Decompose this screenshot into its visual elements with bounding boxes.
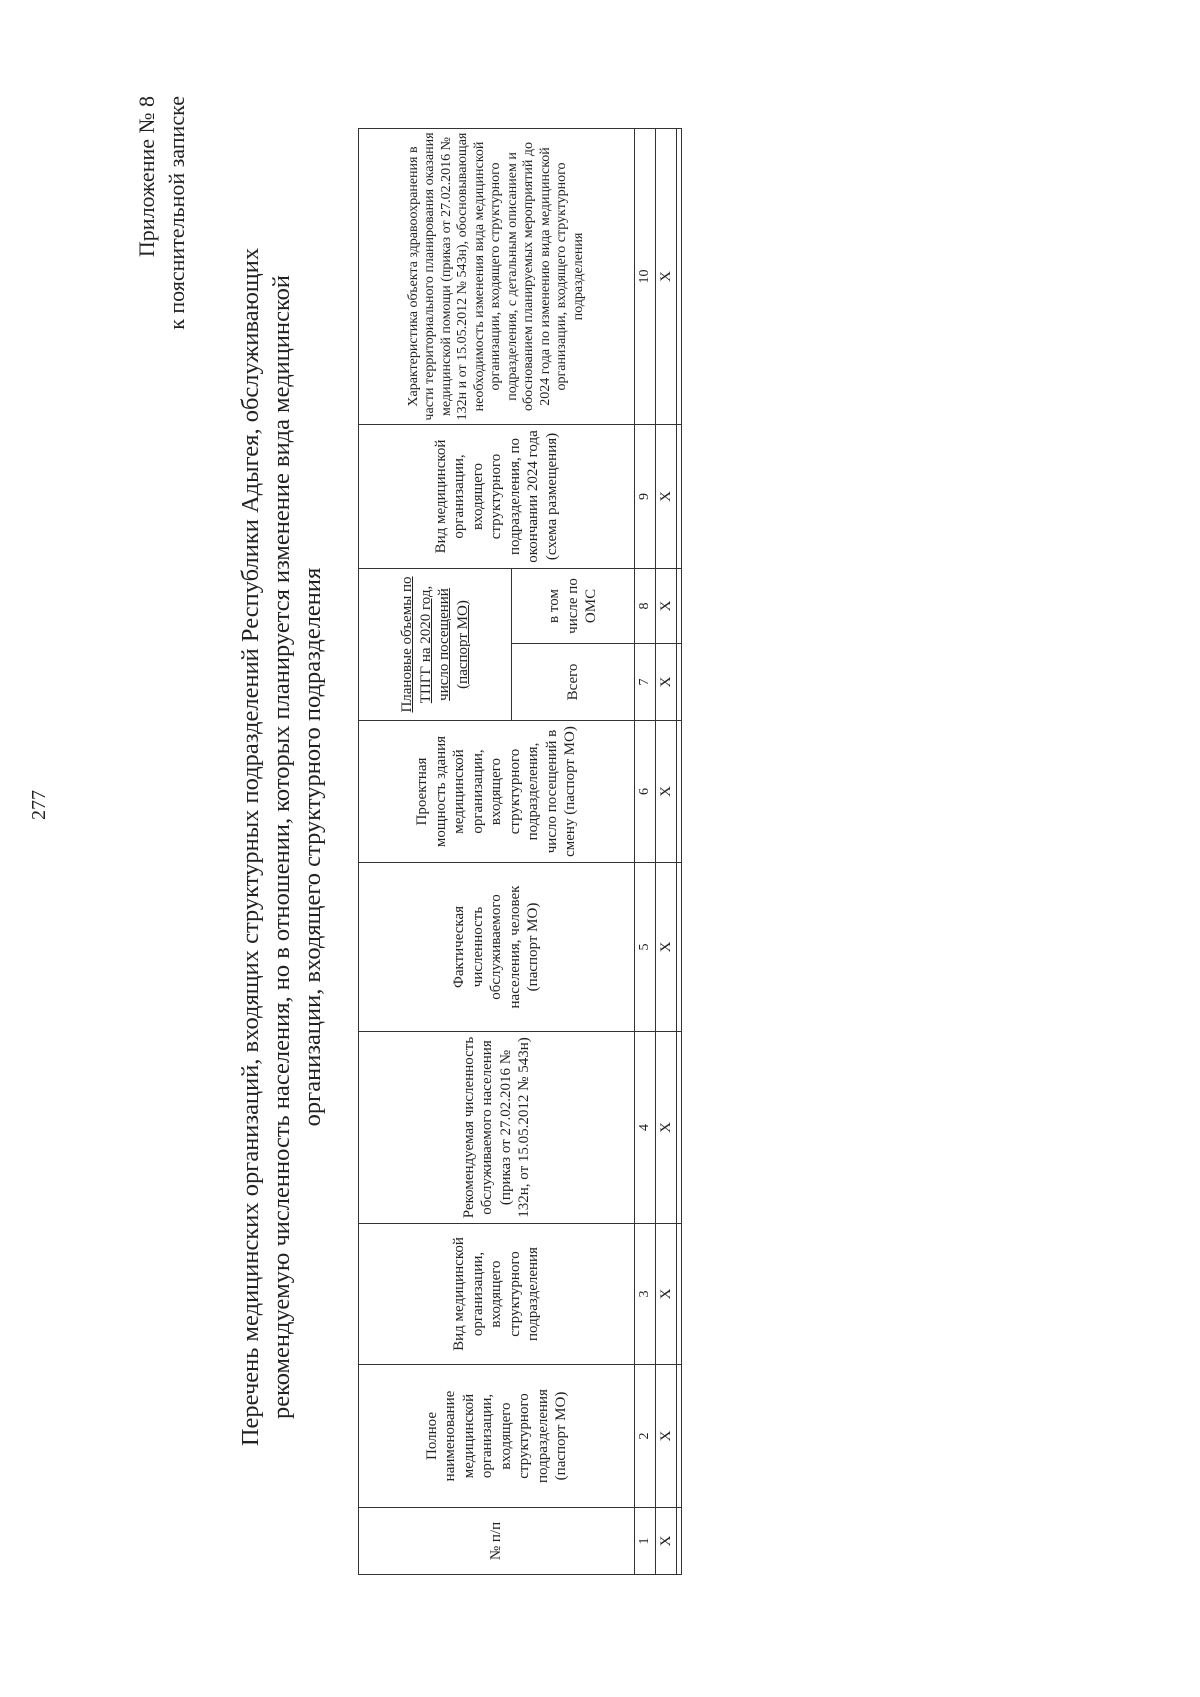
appendix-label bbox=[132, 96, 192, 330]
table-cell: X bbox=[656, 128, 677, 424]
header-planned-volumes bbox=[359, 568, 512, 720]
header-org-type-2024: Вид медицинской организации, входящего структурного подразделения, по окончании 2024 года (схема размещения) bbox=[359, 424, 635, 568]
column-number: 4 bbox=[635, 1032, 656, 1224]
table-empty-row bbox=[677, 128, 682, 1574]
table-cell: X bbox=[656, 721, 677, 863]
header-planned-volumes-text: Плановые объемы по ТПГГ на 2020 год, число посещений (паспорт МО) bbox=[399, 576, 471, 713]
table-cell: X bbox=[656, 1508, 677, 1575]
column-number: 1 bbox=[635, 1508, 656, 1575]
column-number: 6 bbox=[635, 721, 656, 863]
title-line-2: рекомендуемую численность населения, но в отношении, которых планируется изменение вида медицинской bbox=[268, 274, 295, 1420]
empty-cell bbox=[677, 721, 682, 863]
empty-cell bbox=[677, 1032, 682, 1224]
header-actual-population: Фактическая численность обслуживаемого населения, человек (паспорт МО) bbox=[359, 863, 635, 1032]
table-cell: X bbox=[656, 863, 677, 1032]
empty-cell bbox=[677, 1224, 682, 1365]
header-full-name: Полное наименование медицинской организации, входящего структурного подразделения (паспорт МО) bbox=[359, 1365, 635, 1508]
title-line-3: организации, входящего структурного подразделения bbox=[299, 567, 326, 1127]
title-line-1: Перечень медицинских организаций, входящих структурных подразделений Республики Адыгея, обслуживающих bbox=[237, 247, 264, 1447]
document-title bbox=[235, 117, 328, 1577]
column-number: 7 bbox=[635, 644, 656, 721]
table-cell: X bbox=[656, 1224, 677, 1365]
header-characteristics: Характеристика объекта здравоохранения в части территориального планирования оказания медицинской помощи (приказ от 27.02.2016 № 132н и от 15.05.2012 № 543н), обосновывающая необходимость изменения вида медицинской организации, входящего структурного подразделения, с детальным описанием и обоснованием планируемых мероприятий до 2024 года по изменению вида медицинской организации, входящего структурного подразделения bbox=[359, 128, 635, 424]
table-row bbox=[656, 128, 677, 1574]
empty-cell bbox=[677, 128, 682, 424]
column-number: 3 bbox=[635, 1224, 656, 1365]
organizations-table bbox=[358, 128, 682, 1575]
table-cell: X bbox=[656, 1032, 677, 1224]
header-org-type: Вид медицинской организации, входящего структурного подразделения bbox=[359, 1224, 635, 1365]
header-design-capacity: Проектная мощность здания медицинской организации, входящего структурного подразделения, число посещений в смену (паспорт МО) bbox=[359, 721, 635, 863]
header-recommended-population: Рекомендуемая численность обслуживаемого населения (приказ от 27.02.2016 № 132н, от 15.05.2012 № 543н) bbox=[359, 1032, 635, 1224]
header-oms: в том числе по ОМС bbox=[512, 568, 635, 643]
empty-cell bbox=[677, 644, 682, 721]
header-number: № п/п bbox=[359, 1508, 635, 1575]
table-cell: X bbox=[656, 424, 677, 568]
empty-cell bbox=[677, 863, 682, 1032]
appendix-line-1: Приложение № 8 bbox=[134, 96, 159, 258]
empty-cell bbox=[677, 568, 682, 643]
column-number: 5 bbox=[635, 863, 656, 1032]
header-total: Всего bbox=[512, 644, 635, 721]
column-number: 2 bbox=[635, 1365, 656, 1508]
empty-cell bbox=[677, 1508, 682, 1575]
page-number: 277 bbox=[28, 790, 50, 820]
table-cell: X bbox=[656, 644, 677, 721]
column-numbers-row bbox=[635, 128, 656, 1574]
column-number: 10 bbox=[635, 128, 656, 424]
column-number: 8 bbox=[635, 568, 656, 643]
table-cell: X bbox=[656, 1365, 677, 1508]
appendix-line-2: к пояснительной записке bbox=[164, 96, 189, 330]
column-number: 9 bbox=[635, 424, 656, 568]
table-cell: X bbox=[656, 568, 677, 643]
empty-cell bbox=[677, 424, 682, 568]
empty-cell bbox=[677, 1365, 682, 1508]
